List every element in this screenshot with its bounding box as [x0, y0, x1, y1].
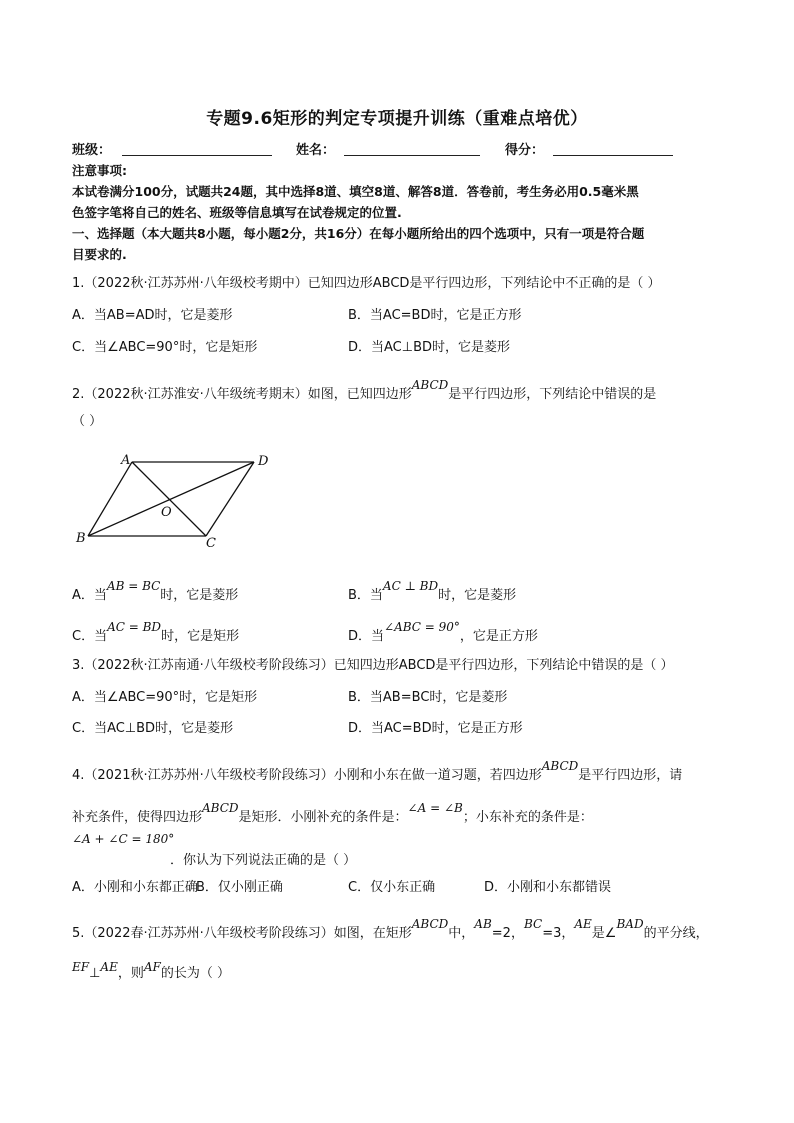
q5-line2-t1: ，则: [117, 966, 144, 981]
parallelogram-figure: [70, 448, 280, 552]
q2-a-math: AB = BC: [106, 579, 161, 593]
notice-line-1: 本试卷满分100分，试题共24题，其中选择8道、填空8道、解答8道．答卷前，考生务必用0.5毫米黑: [72, 184, 639, 199]
question-1-option-c[interactable]: C．当∠ABC=90°时，它是矩形: [72, 340, 258, 355]
name-field-line[interactable]: [344, 155, 480, 156]
q5-t2: =2，: [491, 926, 524, 941]
q5-m2: AB: [474, 917, 492, 931]
q2-c-math: AC = BD: [107, 620, 162, 634]
diagonal-ac: [132, 462, 206, 536]
notice-heading: 注意事项:: [72, 163, 127, 178]
q5-line2-m3: AF: [143, 960, 161, 974]
q2-d-math: ∠ABC = 90°: [384, 620, 460, 634]
question-2-stem-line-2: （ ）: [72, 414, 103, 429]
q4-stem-pre: 4.（2021秋·江苏苏州·八年级校考阶段练习）小刚和小东在做一道习题，若四边形: [72, 768, 542, 783]
question-1-option-b[interactable]: B．当AC=BD时，它是正方形: [348, 308, 522, 323]
q2-b-math: AC ⊥ BD: [382, 579, 439, 593]
class-field-line[interactable]: [122, 155, 272, 156]
section-heading-line-2: 目要求的.: [72, 247, 127, 262]
question-4-line-3: [72, 832, 175, 853]
q5-line2-perp: ⊥: [89, 966, 101, 981]
q5-t3: =3，: [542, 926, 575, 941]
q2-d-post: ，它是正方形: [459, 629, 538, 644]
q5-m4: AE: [574, 917, 592, 931]
question-2-stem-pre: 2.（2022秋·江苏淮安·八年级统考期末）如图，已知四边形: [72, 387, 412, 402]
edge-ab: [88, 462, 132, 536]
diagonal-bd: [88, 462, 254, 536]
question-2-option-d[interactable]: [348, 620, 538, 644]
label-c: C: [206, 536, 216, 551]
question-1-stem: 1.（2022秋·江苏苏州·八年级校考期中）已知四边形ABCD是平行四边形，下列结论中不正确的是（ ）: [72, 276, 661, 291]
q2-c-post: 时，它是矩形: [161, 629, 240, 644]
q5-t4: 是∠: [591, 926, 617, 941]
q2-b-pre: B．当: [348, 588, 383, 603]
q5-m1: ABCD: [411, 917, 449, 931]
question-2-stem-math: ABCD: [411, 378, 449, 392]
question-4-option-d[interactable]: D．小刚和小东都错误: [484, 880, 612, 895]
question-2-option-b[interactable]: [348, 579, 517, 603]
question-2-stem: [72, 378, 657, 402]
label-b: B: [76, 531, 86, 546]
question-2-option-a[interactable]: [72, 579, 239, 603]
question-5-line-2: [72, 962, 230, 981]
question-2-stem-post: 是平行四边形，下列结论中错误的是: [448, 387, 657, 402]
question-3-option-c[interactable]: C．当AC⊥BD时，它是菱形: [72, 721, 234, 736]
question-2-option-c[interactable]: [72, 620, 240, 644]
q4-line2-mid: 是矩形．小刚补充的条件是：: [238, 810, 408, 825]
q2-b-post: 时，它是菱形: [438, 588, 517, 603]
q5-t5: 的平分线，: [643, 926, 709, 941]
q4-line2-math2: ∠A = ∠B: [407, 801, 463, 815]
q5-m5: BAD: [616, 917, 644, 931]
question-4-line-3-text: ．你认为下列说法正确的是（ ）: [170, 853, 357, 868]
label-a: A: [121, 453, 131, 468]
question-1-option-a[interactable]: A．当AB=AD时，它是菱形: [72, 308, 233, 323]
q5-t1: 中，: [448, 926, 475, 941]
notice-line-2: 色签字笔将自己的姓名、班级等信息填写在试卷规定的位置.: [72, 205, 402, 220]
label-o: O: [161, 505, 172, 520]
question-4-stem: [72, 759, 683, 783]
q5-line2-t2: 的长为（ ）: [160, 966, 231, 981]
question-3-option-a[interactable]: A．当∠ABC=90°时，它是矩形: [72, 690, 258, 705]
q2-c-pre: C．当: [72, 629, 108, 644]
q2-a-post: 时，它是菱形: [160, 588, 239, 603]
q5-line2-m1: EF: [72, 960, 90, 974]
q4-line3-math: ∠A + ∠C = 180°: [72, 832, 175, 846]
question-4-option-a[interactable]: A．小刚和小东都正确: [72, 880, 198, 895]
q4-line2-pre: 补充条件，使得四边形: [72, 810, 203, 825]
question-5-stem: [72, 917, 709, 941]
score-field-line[interactable]: [553, 155, 673, 156]
q4-stem-post: 是平行四边形，请: [578, 768, 683, 783]
question-1-option-d[interactable]: D．当AC⊥BD时，它是菱形: [348, 340, 511, 355]
q5-m3: BC: [523, 917, 543, 931]
page-title: 专题9.6矩形的判定专项提升训练（重难点培优）: [206, 109, 588, 129]
score-label: 得分：: [505, 143, 545, 158]
q5-stem-pre: 5.（2022春·江苏苏州·八年级校考阶段练习）如图，在矩形: [72, 926, 412, 941]
class-label: 班级：: [72, 143, 112, 158]
question-4-option-c[interactable]: C．仅小东正确: [348, 880, 436, 895]
question-4-line-2: [72, 801, 593, 825]
q4-line2-math1: ABCD: [202, 801, 239, 815]
section-heading-line-1: 一、选择题（本大题共8小题，每小题2分，共16分）在每小题所给出的四个选项中，只有一项是符合题: [72, 226, 645, 241]
q5-line2-m2: AE: [100, 960, 118, 974]
question-3-option-d[interactable]: D．当AC=BD时，它是正方形: [348, 721, 523, 736]
q4-line2-post: ；小东补充的条件是：: [462, 810, 593, 825]
question-4-option-b[interactable]: B．仅小刚正确: [196, 880, 283, 895]
q2-a-pre: A．当: [72, 588, 107, 603]
name-label: 姓名：: [296, 143, 336, 158]
question-3-option-b[interactable]: B．当AB=BC时，它是菱形: [348, 690, 508, 705]
question-3-stem: 3.（2022秋·江苏南通·八年级校考阶段练习）已知四边形ABCD是平行四边形，下列结论中错误的是（ ）: [72, 658, 674, 673]
label-d: D: [258, 454, 269, 469]
q2-d-pre: D．当: [348, 629, 385, 644]
q4-stem-math: ABCD: [541, 759, 579, 773]
